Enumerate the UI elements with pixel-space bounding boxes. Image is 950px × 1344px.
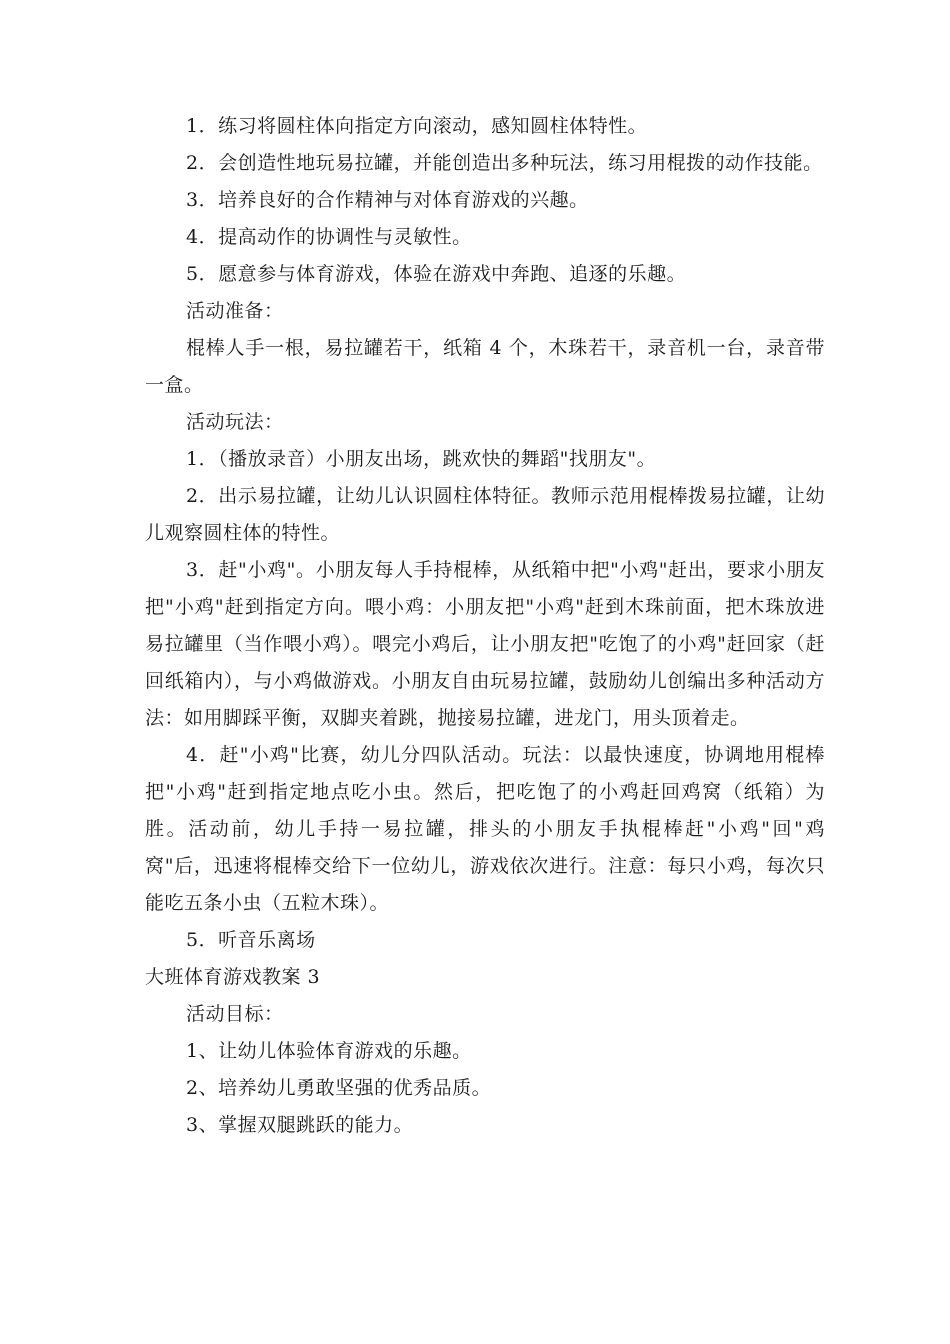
- paragraph: 3、掌握双腿跳跃的能力。: [186, 1114, 414, 1136]
- paragraph: 3．赶"小鸡"。小朋友每人手持棍棒，从纸箱中把"小鸡"赶出，要求小朋友把"小鸡"赶到指定方向。喂小鸡：小朋友把"小鸡"赶到木珠前面，把木珠放进易拉罐里（当作喂小鸡）。喂完小鸡后，让小朋友把"吃饱了的小鸡"赶回家（赶回纸箱内），与小鸡做游戏。小朋友自由玩易拉罐，鼓励幼儿创编出多种活动方法：如用脚踩平衡，双脚夹着跳，抛接易拉罐，进龙门，用头顶着走。: [145, 559, 825, 729]
- section-label: 活动准备：: [186, 300, 284, 322]
- section-heading: 大班体育游戏教案 3: [145, 966, 321, 988]
- paragraph: 4．提高动作的协调性与灵敏性。: [186, 226, 472, 248]
- paragraph: 1．练习将圆柱体向指定方向滚动，感知圆柱体特性。: [186, 115, 648, 137]
- paragraph: 2、培养幼儿勇敢坚强的优秀品质。: [186, 1077, 492, 1099]
- paragraph: 5．听音乐离场: [186, 929, 316, 951]
- section-label: 活动目标：: [186, 1003, 284, 1025]
- paragraph: 1、让幼儿体验体育游戏的乐趣。: [186, 1040, 472, 1062]
- paragraph: 3．培养良好的合作精神与对体育游戏的兴趣。: [186, 189, 589, 211]
- section-label: 活动玩法：: [186, 411, 284, 433]
- paragraph: 2．出示易拉罐，让幼儿认识圆柱体特征。教师示范用棍棒拨易拉罐，让幼儿观察圆柱体的特性。: [145, 485, 825, 544]
- paragraph: 5．愿意参与体育游戏，体验在游戏中奔跑、追逐的乐趣。: [186, 263, 687, 285]
- paragraph: 2．会创造性地玩易拉罐，并能创造出多种玩法，练习用棍拨的动作技能。: [186, 152, 823, 174]
- paragraph: 1．（播放录音）小朋友出场，跳欢快的舞蹈"找朋友"。: [186, 448, 657, 470]
- document-body: [145, 108, 825, 1144]
- paragraph: 4．赶"小鸡"比赛，幼儿分四队活动。玩法：以最快速度，协调地用棍棒把"小鸡"赶到指定地点吃小虫。然后，把吃饱了的小鸡赶回鸡窝（纸箱）为胜。活动前，幼儿手持一易拉罐，排头的小朋友手执棍棒赶"小鸡"回"鸡窝"后，迅速将棍棒交给下一位幼儿，游戏依次进行。注意：每只小鸡，每次只能吃五条小虫（五粒木珠）。: [145, 744, 825, 914]
- paragraph: 棍棒人手一根，易拉罐若干，纸箱 4 个，木珠若干，录音机一台，录音带一盒。: [145, 337, 825, 396]
